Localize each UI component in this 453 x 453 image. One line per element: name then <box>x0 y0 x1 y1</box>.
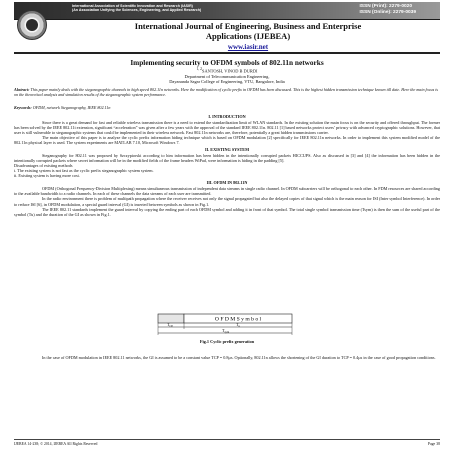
author-superscript: 1, 2 <box>196 67 202 71</box>
journal-website-link[interactable]: www.iasir.net <box>227 43 269 51</box>
tcp-label: $T_{CP}$ <box>167 322 173 328</box>
cyclic-prefix-block <box>158 314 184 323</box>
paragraph: i. The existing system is not fast as the cyclic prefix steganographic system system. <box>14 168 154 174</box>
ofdm-symbol-label: O F D M S y m b o l <box>214 316 262 323</box>
abstract-label: Abstract: <box>14 87 30 92</box>
section-heading-ofdm: III. OFDM IN 802.11N <box>206 180 248 185</box>
paragraph: The main objective of this paper is to analyze the cyclic prefix information hiding technique which is based on OFDM modulation [2] specifically for IEEE 802.11n networks. In order to implement this system modified model of the 802.11n physical layer is used. The system experiments are MATLAB 7.10, Microsoft Windows 7. <box>14 135 440 146</box>
logo-center <box>26 19 38 31</box>
header-divider <box>14 52 440 54</box>
affiliation-department: Department of Telecommunication Engineering, <box>184 73 270 79</box>
banner-text <box>72 4 201 12</box>
journal-logo-icon <box>17 10 47 40</box>
paper-body-continued <box>14 355 440 360</box>
author-names <box>14 67 440 74</box>
section-heading-existing-system: II. EXISTING SYSTEM <box>204 146 250 152</box>
paragraph: The IEEE 802.11 standards implement the guard interval by copying the ending part of each OFDM symbol and adding it in front of that symbol. The total single symbol transmission time (Tsym) is then the sum of the useful part of the symbol (Tu) and the duration of the GI as shown in Fig.1. <box>14 206 440 217</box>
journal-title-line-1: International Journal of Engineering, Business and Enterprise <box>134 21 362 31</box>
banner-line-1: International Association of Scientific Innovation and Research (IASIR) <box>72 4 193 8</box>
abstract-text: This paper mainly deals with the steganographic channels in high speed 802.11n networks. Here the modification of cyclic prefix in OFDM has been discussed. This is the highest hidden transmission technique known till date. Here the main focus is on the theoretical analysis and simulation results of the steganographic system performance. <box>14 87 438 98</box>
paper-body <box>14 112 440 217</box>
keywords-label: Keywords: <box>14 105 32 110</box>
issn-print: ISSN (Print): 2279-0020 <box>359 4 412 9</box>
paragraph: In the case of OFDM modulation in IEEE 802.11 networks, the GI is assumed to be a constant value TCP = 0.8µs. Optionally, 802.11n allows the shortening of the GI duration to TCP = 0.4µs in the case of good propagation conditions. <box>42 355 436 360</box>
issn-block <box>359 4 416 16</box>
journal-banner <box>14 2 440 20</box>
keywords <box>14 105 440 110</box>
issn-online: ISSN (Online): 2279-0039 <box>359 10 416 15</box>
paragraph: In the radio environment there is problem of multipath propagation where the receiver receives not only the signal propagated but also the delayed copies of that signal which is the main reason for ISI (Inter symbol Interference). In order to reduce ISI [6], in OFDM modulation, a special guard interval (GI) is inserted between symbols as shown in Fig.1. <box>14 196 440 207</box>
author-list: SANTOSH, VINOD B DURDI <box>202 68 258 74</box>
paragraph: ii. Existing system is having more cost. <box>14 173 80 179</box>
tsym-label: $T_{sym}$ <box>222 328 230 334</box>
figure-caption: Fig.1 Cyclic prefix generation <box>199 339 255 344</box>
paragraph: Since there is a great demand for fast and reliable wireless transmission there is a need to extend the standardization limit of WLAN standards. In the existing solution the main focus is on the security and offered throughput. The former has been solved by the IEEE 802.11i extension, significant “acceleration” was given after a few years with the approval of the standard IEEE 802.11n. 802.11 [1] based networks protect users’ privacy with advanced cryptographic solutions. However, that user is still vulnerable to steganographic systems that could be implemented in their wireless network. Fast 802.11n networks are, therefore, potentially a great hidden transmissions carrier. <box>14 119 440 135</box>
cyclic-prefix-figure <box>152 312 302 338</box>
journal-title <box>56 22 440 41</box>
affiliation-college: Dayananda Sagar College of Engineering, VTU, Bangalore, India <box>169 79 285 85</box>
banner-line-2: (An Association Unifying the Sciences, Engineering, and Applied Research) <box>72 8 202 13</box>
footer-divider <box>14 439 440 440</box>
paragraph: OFDM (Orthogonal Frequency-Division Multiplexing) means simultaneous transmission of independent data streams in single radio channel. In OFDM subcarriers will be orthogonal to each other. In FDM resources are shared according to the available bandwidth to a radio channels. In each of these channels the data streams of each user are transmitted. <box>14 186 440 197</box>
journal-title-line-2: Applications (IJEBEA) <box>205 30 291 41</box>
section-heading-introduction: I. INTRODUCTION <box>208 113 246 119</box>
footer-copyright: IJEBEA 14-238; © 2014, IJEBEA All Rights Reserved <box>14 442 98 446</box>
keywords-text: OFDM, network Steganography, IEEE 802.11n <box>32 105 111 110</box>
abstract <box>14 87 440 97</box>
paragraph: Steganography for 802.11 was proposed by Szczypiorski according to him information has been hidden in the intentionally corrupted packets HICCUPS. Also as discussed in [3] and [4] the information has been hidden in the intentionally corrupted packets where secret information will be in the modified fields of the frame headers WiPad, were information is hiding in the padding [5]. <box>14 152 440 163</box>
paragraph: Disadvantages of existing methods <box>14 163 73 169</box>
author-block <box>14 67 440 85</box>
paper-title: Implementing security to OFDM symbols of 802.11n networks <box>130 58 324 67</box>
tu-label: $T_u$ <box>236 322 240 328</box>
page-number: Page 38 <box>427 442 440 446</box>
